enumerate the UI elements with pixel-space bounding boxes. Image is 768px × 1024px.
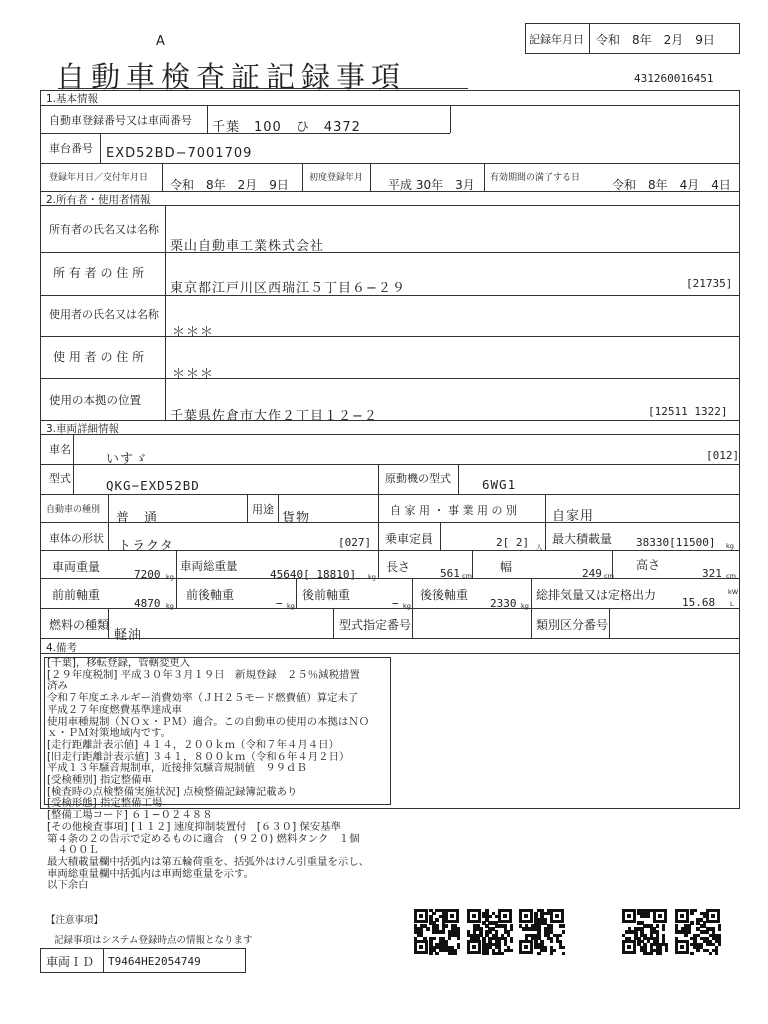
fuel: 軽油 — [114, 628, 143, 643]
use-label: 用途 — [252, 503, 274, 516]
base-code: [12511 1322] — [648, 405, 728, 418]
max-load-label: 最大積載量 — [552, 532, 613, 546]
max-load: 38330[11500] — [636, 536, 716, 549]
expiry-label: 有効期間の満了する日 — [490, 173, 581, 183]
base-addr: 千葉県佐倉市大作２丁目１２−２ — [170, 409, 378, 424]
fuel-label: 燃料の種類 — [49, 618, 110, 632]
qr-code-5 — [675, 909, 721, 955]
owner-addr-label: 所 有 者 の 住 所 — [53, 266, 145, 280]
user-name: ＊＊＊ — [172, 325, 215, 340]
body-code: [027] — [338, 536, 372, 549]
owner-addr-code: [21735] — [686, 277, 733, 290]
first-reg: 平成 30年 3月 — [388, 178, 475, 192]
body: トラクタ — [118, 539, 174, 554]
chassis-label: 車台番号 — [49, 142, 93, 155]
base-label: 使用の本拠の位置 — [49, 393, 141, 407]
weight-unit: kg — [166, 573, 174, 581]
first-reg-label: 初度登録年月 — [309, 173, 364, 183]
rr-axle-unit: kg — [521, 602, 529, 610]
capacity-unit: 人 — [536, 543, 543, 551]
section-remarks-title: 4.備考 — [46, 642, 78, 654]
width: 249 — [582, 567, 602, 580]
max-load-unit: kg — [726, 542, 734, 550]
capacity-label: 乗車定員 — [385, 532, 434, 546]
mark-a: A — [156, 34, 165, 49]
gross: 45640[ 18810] — [270, 568, 357, 581]
gross-label: 車両総重量 — [180, 559, 238, 573]
qr-code-1 — [414, 909, 460, 955]
displacement-unit-top: kW — [728, 588, 739, 596]
qr-code-2 — [467, 909, 513, 955]
height: 321 — [702, 567, 722, 580]
body-label: 車体の形状 — [49, 532, 104, 545]
reg-no: 千葉 100 ひ 4372 — [212, 120, 361, 135]
notes-text: 記録事項はシステム登録時点の情報となります — [54, 935, 253, 946]
use: 貨物 — [282, 511, 311, 526]
engine: 6WG1 — [482, 477, 517, 492]
notes-title: 【注意事項】 — [46, 915, 104, 926]
displacement-label: 総排気量又は定格出力 — [536, 588, 657, 602]
rr-axle-label: 後後軸重 — [420, 588, 469, 602]
displacement-unit-bottom: L — [730, 600, 734, 608]
fr-axle-unit: kg — [287, 602, 295, 610]
capacity: 2[ 2] — [496, 536, 530, 549]
private-label: 自 家 用 ・ 事 業 用 の 別 — [390, 504, 517, 517]
width-unit: cm — [604, 572, 614, 580]
fr-axle-label: 前後軸重 — [186, 588, 235, 602]
type-label: 自動車の種別 — [46, 505, 101, 515]
qr-code-3 — [519, 909, 565, 955]
doc-number: 431260016451 — [634, 72, 714, 85]
section-owner-title: 2.所有者・使用者情報 — [46, 194, 151, 206]
vehicle-id: T9464HE2054749 — [108, 955, 201, 968]
chassis: EXD52BD−7001709 — [106, 146, 253, 161]
user-addr-label: 使 用 者 の 住 所 — [53, 350, 145, 364]
rf-axle-label: 後前軸重 — [302, 588, 351, 602]
maker-code: [012] — [706, 449, 740, 462]
engine-label: 原動機の型式 — [385, 472, 451, 485]
record-date-label: 記録年月日 — [529, 33, 584, 46]
rf-axle: − — [392, 597, 399, 610]
ff-axle-label: 前前軸重 — [52, 588, 101, 602]
length-unit: cm — [462, 572, 472, 580]
type-designation-label: 型式指定番号 — [339, 618, 412, 632]
weight: 7200 — [134, 568, 161, 581]
reg-no-label: 自動車登録番号又は車両番号 — [49, 114, 192, 127]
expiry: 令和 8年 4月 4日 — [612, 178, 731, 192]
category-label: 類別区分番号 — [536, 618, 609, 632]
user-name-label: 使用者の氏名又は名称 — [49, 308, 159, 321]
height-label: 高さ — [636, 558, 661, 572]
section-basic-title: 1.基本情報 — [46, 93, 99, 105]
user-addr: ＊＊＊ — [172, 367, 215, 382]
private: 自家用 — [552, 509, 595, 524]
gross-unit: kg — [368, 573, 376, 581]
width-label: 幅 — [500, 560, 513, 574]
record-date: 令和 8年 2月 9日 — [596, 33, 715, 47]
length: 561 — [440, 567, 460, 580]
issue-label: 登録年月日／交付年月日 — [49, 173, 149, 183]
ff-axle-unit: kg — [166, 602, 174, 610]
remarks-text: [千葉]，移転登録，管轄変更入 [２９年度税制] 平成３０年３月１９日 新規登録 ２５％減税措置 済み 令和７年度エネルギー消費効率（ＪＨ２５モード燃費値）算定未了 平成２７年度燃費基準達成車 使用車種規制（ＮＯｘ・ＰＭ）適合。この自動車の使用の本拠はＮＯ ｘ・ＰＭ対策地域内です。 [走行距離計表示値] ４１４，２００ｋｍ（令和７年４月４日） [旧走行距離計表示値] ３４１，８００ｋｍ（令和６年４月２日） 平成１３年騒音規制車，近接排気騒音規制値 ９９ｄＢ [受検種別] 指定整備車 [検査時の点検整備実施状況] 点検整備記録簿記載あり [受検形態] 指定整備工場 [整備工場コード] ６１−０２４８８ [その他検査事項] [１１２] 速度抑制装置付 [６３０] 保安基準 第４条の２の告示で定めるものに適合 (９２０) 燃料タンク １個 ４００Ｌ 最大積載量欄中括弧内は第五輪荷重を、括弧外はけん引重量を示し、 車両総重量欄中括弧内は車両総重量を示す。 以下余白 — [47, 657, 370, 892]
length-label: 長さ — [386, 560, 411, 574]
maker: いすゞ — [106, 452, 149, 467]
height-unit: cm — [726, 572, 736, 580]
ff-axle: 4870 — [134, 597, 161, 610]
page-title: 自動車検査証記録事項 — [56, 60, 407, 94]
model-label: 型式 — [49, 472, 71, 485]
vehicle-id-label: 車両ＩＤ — [46, 955, 95, 969]
displacement: 15.68 — [682, 596, 716, 609]
rr-axle: 2330 — [490, 597, 517, 610]
owner-name-label: 所有者の氏名又は名称 — [49, 223, 159, 236]
type: 普 通 — [116, 511, 159, 526]
fr-axle: − — [276, 597, 283, 610]
section-vehicle-title: 3.車両詳細情報 — [46, 423, 120, 435]
qr-code-4 — [622, 909, 668, 955]
model: QKG−EXD52BD — [106, 478, 200, 493]
issue-date: 令和 8年 2月 9日 — [170, 178, 289, 192]
maker-label: 車名 — [49, 443, 71, 456]
weight-label: 車両重量 — [52, 560, 101, 574]
rf-axle-unit: kg — [403, 602, 411, 610]
owner-name: 栗山自動車工業株式会社 — [170, 239, 325, 254]
owner-addr: 東京都江戸川区西瑞江５丁目６−２９ — [170, 281, 406, 296]
